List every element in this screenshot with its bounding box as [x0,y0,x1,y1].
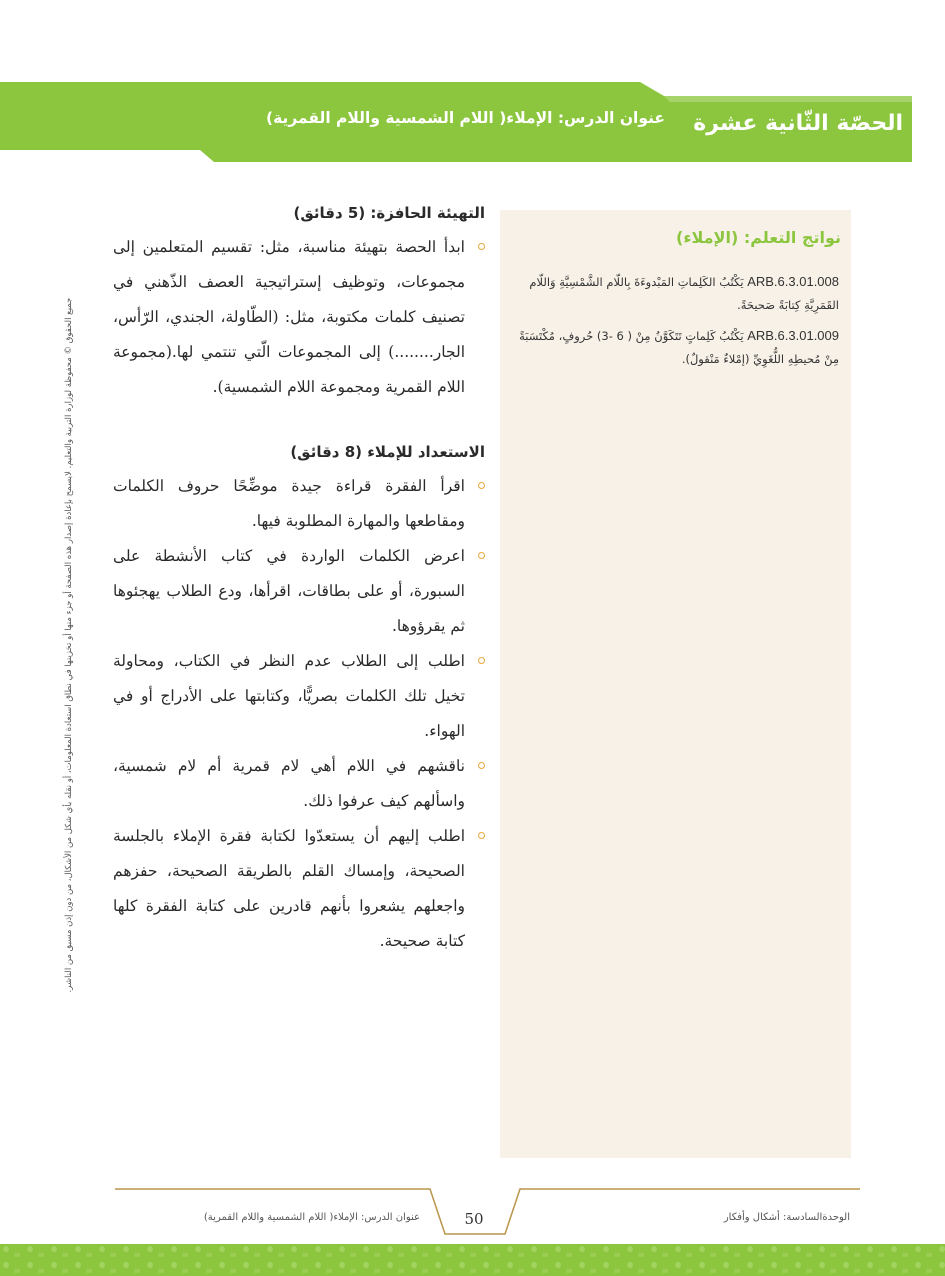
session-title: الحصّة الثّانية عشرة [693,111,903,136]
outcomes-title: نواتج التعلم: (الإملاء) [676,228,841,247]
outcome-item [509,324,839,371]
list-item-text: ابدأ الحصة بتهيئة مناسبة، مثل: تقسيم المتعلمين إلى مجموعات، وتوظيف إستراتيجية العصف الذّهني في تصنيف كلمات مكتوبة، مثل: (الطّاولة، الجندي، الرّأس، الجار........) إلى المجموعات الّتي تنتمي لها.(مجموعة اللام القمرية ومجموعة اللام الشمسية). [113,238,465,396]
bullet-icon [478,243,485,250]
bullet-icon [478,832,485,839]
copyright-note: جميع الحقوق © محفوظة لوزارة التربية والتعليم. لايسمح بإعادة إصدار هذه الصفحة أو جزء منها أو تخزينها في نطاق استعادة المعلومات، أو نقله بأي شكل من الأشكال، من دون إذن مسبق من الناشر. [64,297,74,993]
outcome-item [509,270,839,317]
list-item-text: اعرض الكلمات الواردة في كتاب الأنشطة على السبورة، أو على بطاقات، اقرأها، ودع الطلاب يهجئوها ثم يقرؤوها. [113,547,465,635]
outcome-text: يَكْتُبُ كَلِماتٍ تَتَكَوَّنُ مِنْ ( 6 -3) حُروفٍ، مُكْتَسَبَةً مِنْ مُحيطِهِ اللُّغَوِيِّ (إمْلاءٌ مَنْقولٌ). [519,329,839,366]
bullet-icon [478,657,485,664]
warmup-list [113,230,485,405]
outcome-text: يَكْتُبُ الكَلِماتِ المَبْدوءَةَ بِاللّام الشَّمْسِيَّةِ وَاللّام القَمَرِيَّةِ كِتابَةً صَحيحَةً. [529,275,839,312]
prep-minutes: (8 دقائق) [290,443,363,461]
bullet-icon [478,552,485,559]
warmup-heading-label: التهيئة الحافزة: [370,204,485,222]
prep-heading-label: الاستعداد للإملاء [367,443,485,461]
warmup-minutes: (5 دقائق) [293,204,366,222]
list-item-text: ناقشهم في اللام أهي لام قمرية أم لام شمسية، واسألهم كيف عرفوا ذلك. [113,757,465,810]
list-item-text: اطلب إليهم أن يستعدّوا لكتابة فقرة الإملاء بالجلسة الصحيحة، وإمساك القلم بالطريقة الصحيحة، حفزهم واجعلهم يشعروا بأنهم قادرين على كتابة الفقرة كلها كتابة صحيحة. [113,827,465,950]
pattern-decoration [0,1244,945,1276]
list-item [113,819,485,959]
list-item-text: اقرأ الفقرة قراءة جيدة موضِّحًا حروف الكلمات ومقاطعها والمهارة المطلوبة فيها. [113,477,465,530]
bullet-icon [478,762,485,769]
list-item [113,539,485,644]
prep-list [113,469,485,959]
bottom-pattern-band [0,1244,945,1276]
footer-unit: الوحدةالسادسة: أشكال وأفكار [723,1212,850,1223]
page-number: 50 [464,1210,484,1228]
list-item [113,644,485,749]
bullet-icon [478,482,485,489]
list-item [113,469,485,539]
outcome-code: ARB.6.3.01.008 [747,274,839,289]
lesson-title: عنوان الدرس: الإملاء( اللام الشمسية واللام القمرية) [266,109,665,127]
main-content [113,204,485,959]
prep-heading [113,443,485,461]
list-item [113,749,485,819]
outcome-code: ARB.6.3.01.009 [747,328,839,343]
learning-outcomes-box [500,210,851,1158]
list-item [113,230,485,405]
list-item-text: اطلب إلى الطلاب عدم النظر في الكتاب، ومحاولة تخيل تلك الكلمات بصريًّا، وكتابتها على الأدراج أو في الهواء. [113,652,465,740]
warmup-heading [113,204,485,222]
footer-lesson: عنوان الدرس: الإملاء( اللام الشمسية واللام القمرية) [203,1212,420,1223]
